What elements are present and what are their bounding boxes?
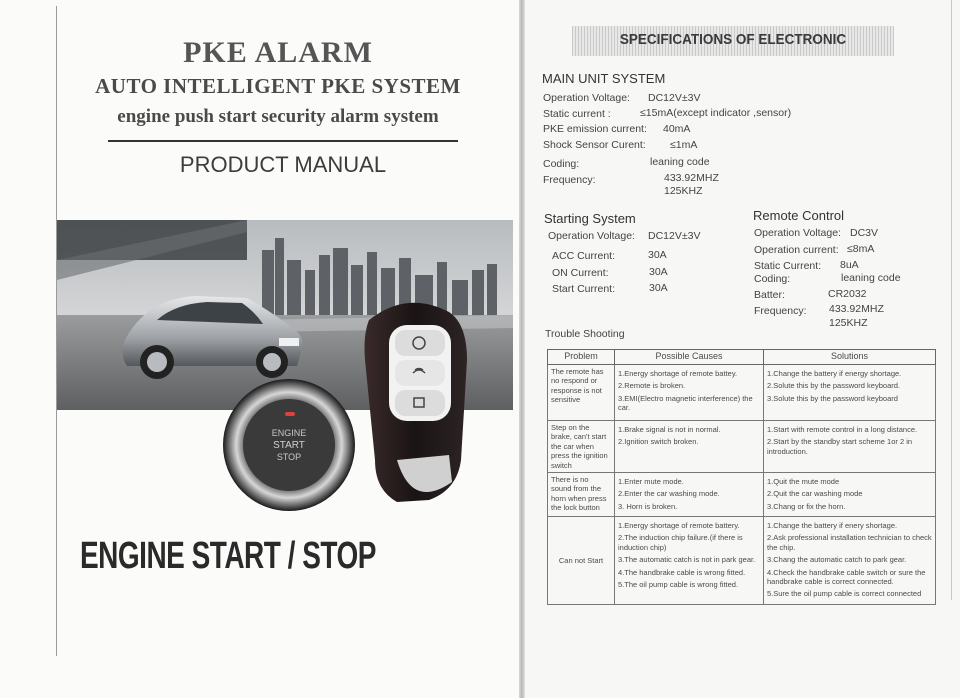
cause-item: 3.The automatic catch is not in park gear. [618,555,756,565]
main-shock-sensor-label: Shock Sensor Curent: [543,139,646,151]
trouble-shooting-label: Trouble Shooting [545,328,625,340]
main-frequency-value-2: 125KHZ [664,185,703,197]
cause-item: 2.Enter the car washing mode. [618,489,720,499]
causes-cell [615,472,764,516]
table-header-row [548,350,936,365]
cover-tagline: engine push start security alarm system [117,106,439,127]
start-op-voltage-label: Operation Voltage: [548,230,635,242]
cause-item: 3. Horn is broken. [618,501,678,511]
problem-cell: There is no sound from the horn when press the lock button [548,472,615,516]
remote-op-voltage-label: Operation Voltage: [754,227,841,239]
header-problem: Problem [548,350,615,365]
main-static-current-label: Static current : [543,108,611,120]
on-current-label: ON Current: [552,267,609,279]
cause-item: 5.The oil pump cable is wrong fitted. [618,579,739,589]
page-edge-line [951,0,952,600]
product-manual-title: PRODUCT MANUAL [179,152,387,177]
causes-cell [615,517,764,605]
cause-item: 1.Energy shortage of remote battery. [618,521,740,530]
button-label-stop: STOP [276,452,302,462]
remote-coding-label: Coding: [754,273,791,285]
remote-control-heading: Remote Control [753,208,845,223]
table-row [548,472,936,516]
remote-frequency-value: 433.92MHZ [829,303,884,315]
main-pke-emission-value: 40mA [663,123,691,135]
remote-battery-value: CR2032 [828,288,867,300]
cause-item: 2.The induction chip failure.(if there is induction chip) [618,533,743,552]
key-fob-image [365,303,468,502]
solution-item: 2.Solute this by the password keyboard. [767,381,900,391]
main-frequency-value: 433.92MHZ [664,172,719,184]
main-shock-sensor-value: ≤1mA [670,139,698,151]
solutions-cell [764,517,936,605]
start-current-value: 30A [649,282,668,294]
on-current-value: 30A [649,266,668,278]
remote-frequency-value-2: 125KHZ [829,317,868,329]
table-row [548,421,936,473]
starting-system-heading: Starting System [544,211,636,226]
button-label-start: START [273,440,305,451]
solution-item: 3.Chang the automatic catch to park gear. [767,555,907,565]
remote-static-current-label: Static Current: [754,260,822,272]
engine-start-button-image [223,379,355,511]
main-unit-heading: MAIN UNIT SYSTEM [542,71,666,86]
page-crease [519,0,525,698]
solutions-cell [764,421,936,473]
main-static-current-value: ≤15mA(except indicator ,sensor) [640,107,792,119]
spec-banner-title: SPECIFICATIONS OF ELECTRONIC [619,31,847,48]
button-label-engine: ENGINE [271,428,307,438]
problem-cell: The remote has no respond or response is not sensitive [548,365,615,421]
cause-item: 4.The handbrake cable is wrong fitted. [618,567,746,577]
solution-item: 4.Check the handbrake cable switch or sure the handbrake cable is correct connected. [767,567,926,586]
solution-item: 2.Ask professional installation technician to check the chip. [767,533,932,552]
remote-frequency-label: Frequency: [754,305,807,317]
trouble-shooting-table [547,349,936,605]
solution-item: 5.Sure the oil pump cable is correct connected [767,589,922,599]
solution-item: 1.Change the battery if energy shortage. [767,369,902,378]
solution-item: 1.Quit the mute mode [767,476,840,486]
main-frequency-label: Frequency: [543,174,596,186]
cause-item: 1.Energy shortage of remote battey. [618,369,738,378]
remote-op-current-value: ≤8mA [847,243,875,255]
engine-start-stop-heading: ENGINE START / STOP [80,534,376,576]
remote-coding-value: leaning code [841,272,901,284]
cause-item: 3.EMI(Electro magnetic interference) the car. [618,393,753,413]
causes-cell [615,421,764,473]
main-coding-value: leaning code [650,156,710,168]
cause-item: 2.Remote is broken. [618,381,686,391]
title-divider [108,140,458,142]
problem-cell: Step on the brake, can't start the car when press the ignition switch [548,421,615,473]
start-current-label: Start Current: [552,283,616,295]
cause-item: 1.Enter mute mode. [618,476,684,486]
causes-cell [615,365,764,421]
solution-item: 2.Quit the car washing mode [767,489,863,499]
remote-battery-label: Batter: [754,289,785,301]
cover-title: PKE ALARM [183,36,373,69]
main-pke-emission-label: PKE emission current: [543,123,647,135]
remote-static-current-value: 8uA [840,259,859,271]
table-row [548,517,936,605]
main-op-voltage-value: DC12V±3V [648,92,701,104]
cause-item: 2.Ignition switch broken. [618,437,699,447]
acc-current-label: ACC Current: [552,250,616,262]
solution-item: 3.Chang or fix the horn. [767,501,846,511]
remote-op-current-label: Operation current: [754,244,839,256]
acc-current-value: 30A [648,249,667,261]
cause-item: 1.Brake signal is not in normal. [618,425,721,434]
header-possible-causes: Possible Causes [615,350,764,365]
solutions-cell [764,472,936,516]
main-op-voltage-label: Operation Voltage: [543,92,630,104]
main-coding-label: Coding: [543,158,580,170]
remote-op-voltage-value: DC3V [850,227,879,239]
cover-subtitle: AUTO INTELLIGENT PKE SYSTEM [95,74,461,98]
solution-item: 1.Start with remote control in a long distance. [767,425,918,434]
solution-item: 3.Solute this by the password keyboard [767,393,898,403]
problem-cell: Can not Start [548,517,615,605]
header-solutions: Solutions [764,350,936,365]
table-row [548,365,936,421]
solution-item: 2.Start by the standby start scheme 1or 2 in introduction. [767,437,913,456]
solution-item: 1.Change the battery if enery shortage. [767,521,898,530]
solutions-cell [764,365,936,421]
hero-image [57,220,513,520]
start-op-voltage-value: DC12V±3V [648,230,701,242]
